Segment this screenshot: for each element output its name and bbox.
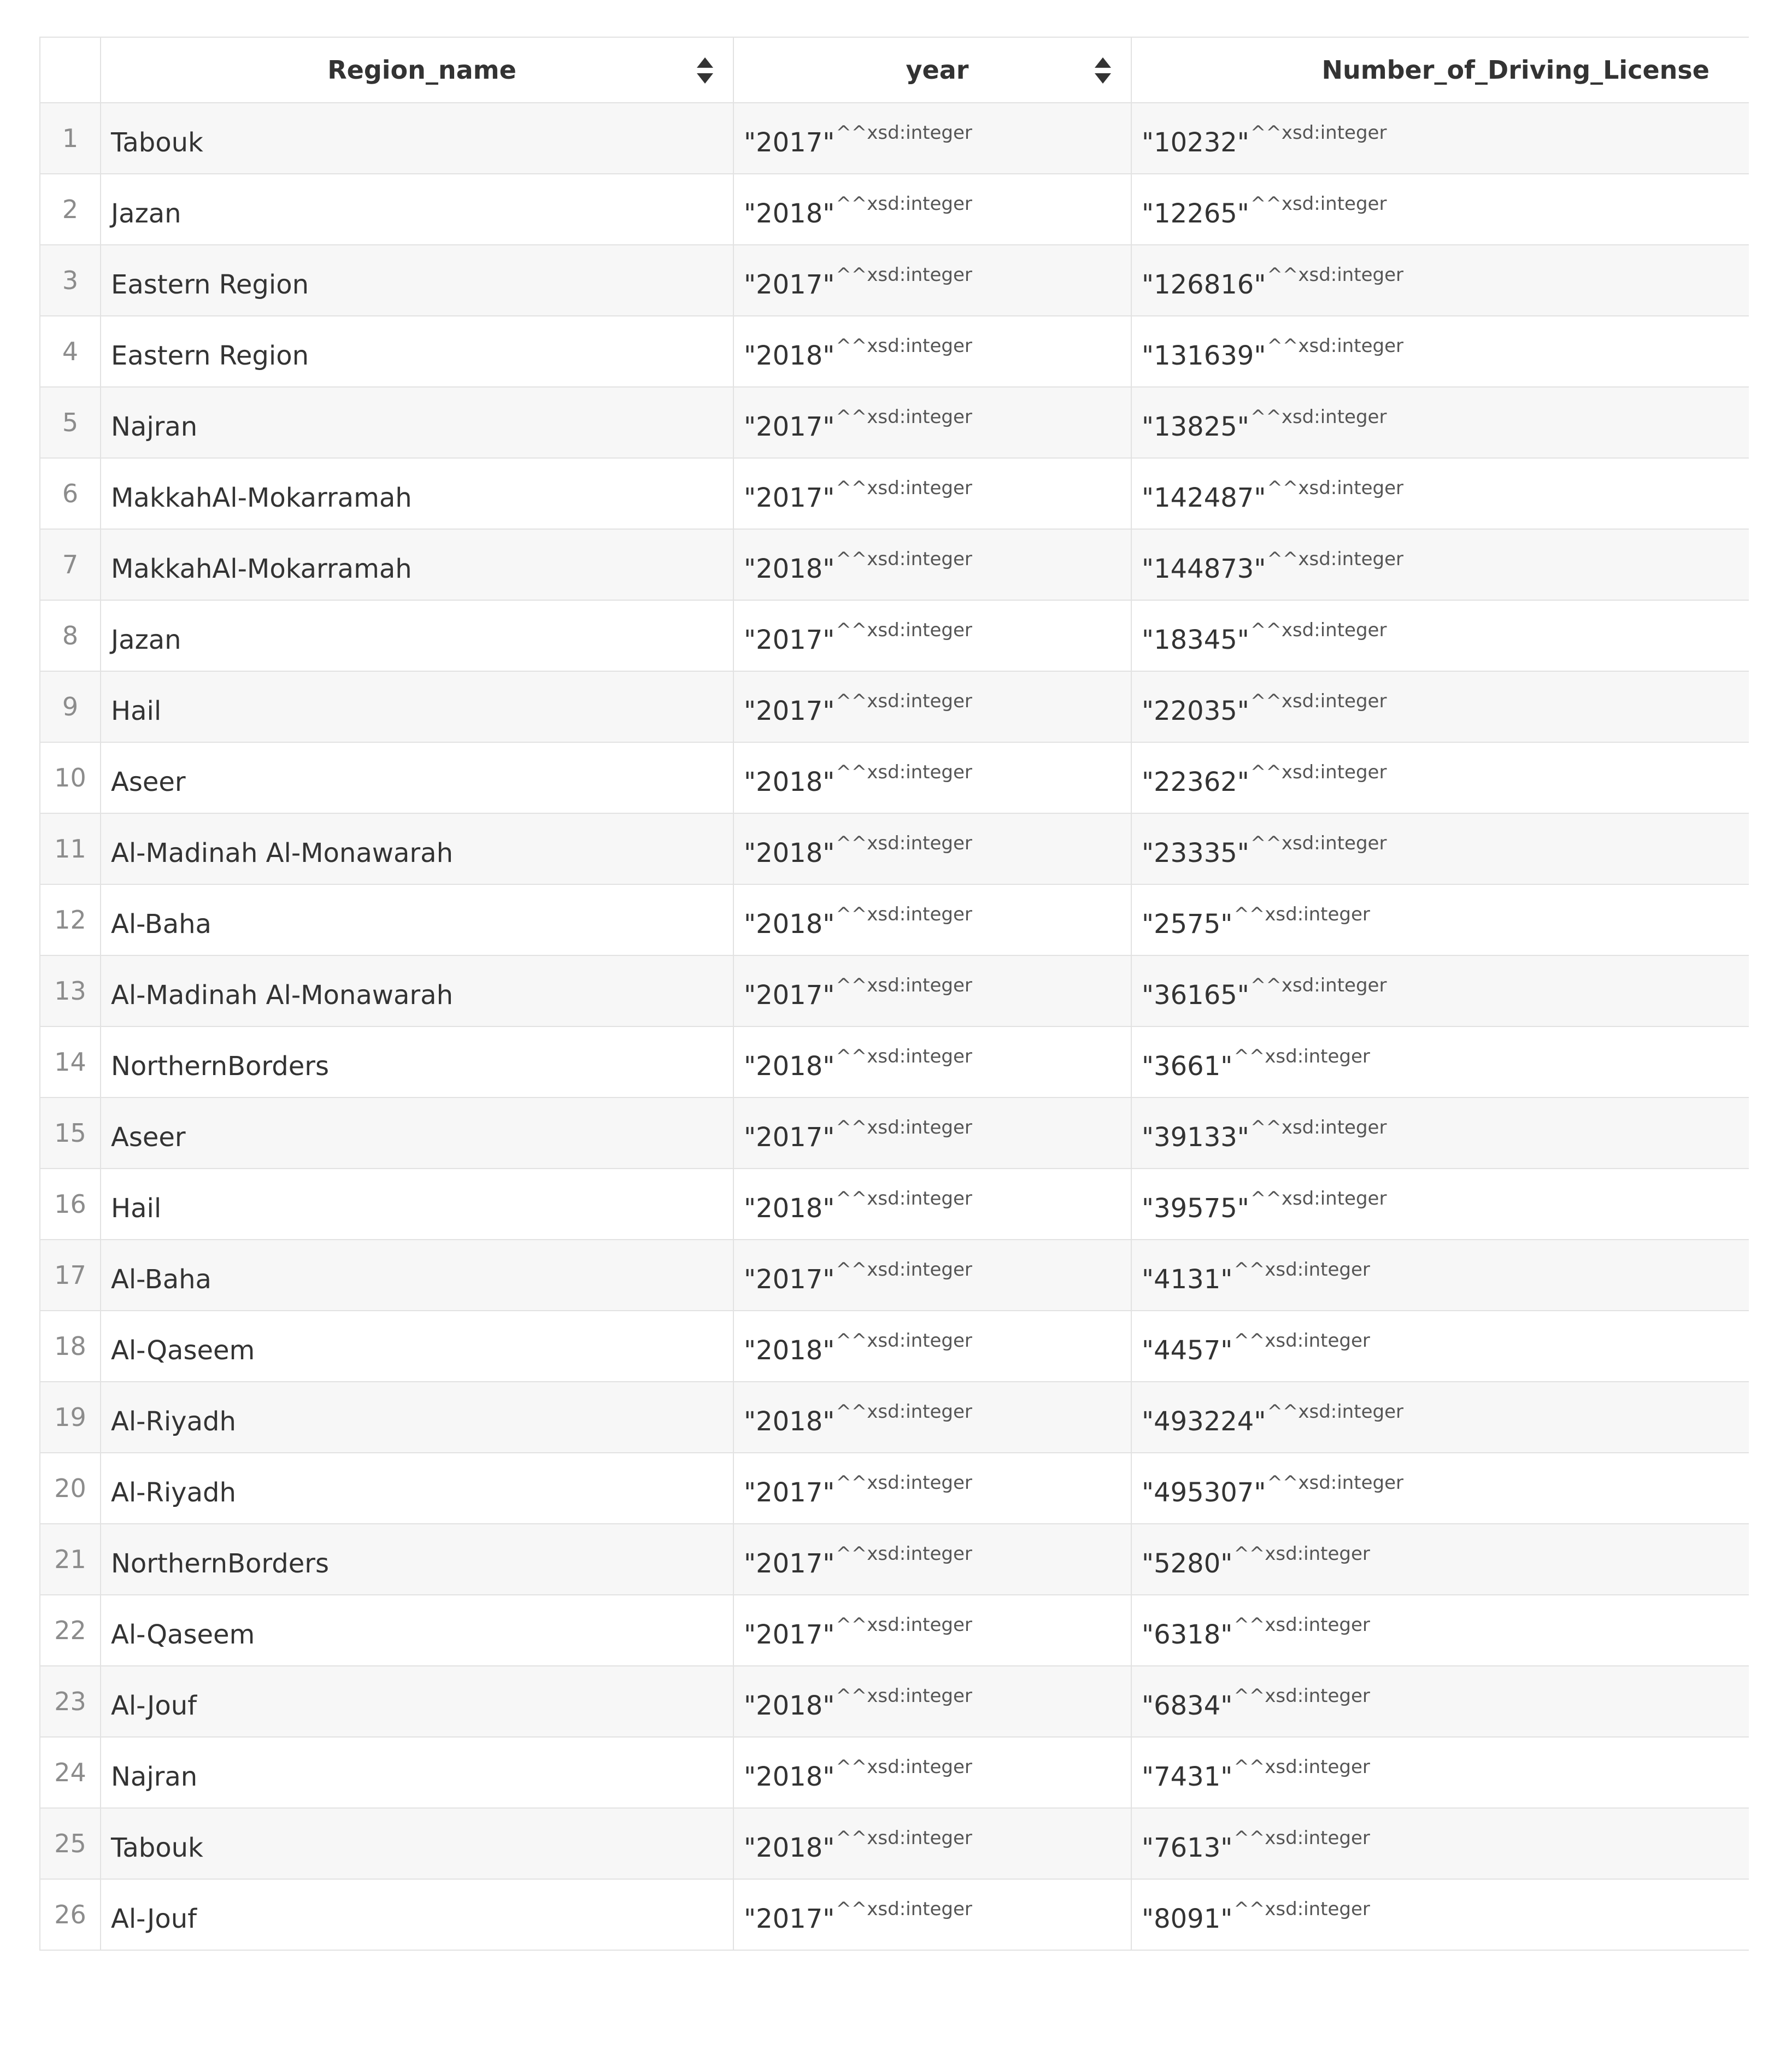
row-number-cell xyxy=(40,530,101,600)
row-number: 11 xyxy=(54,834,86,864)
datatype-label: ^^xsd:integer xyxy=(836,122,972,144)
year-cell xyxy=(734,103,1132,173)
driving-license-count-cell xyxy=(1132,1240,1748,1310)
year-cell xyxy=(734,601,1132,671)
row-number-cell xyxy=(40,1240,101,1310)
year-cell xyxy=(734,174,1132,244)
datatype-label: ^^xsd:integer xyxy=(836,1614,972,1636)
row-number-cell xyxy=(40,1880,101,1950)
row-number: 26 xyxy=(54,1900,86,1929)
datatype-label: ^^xsd:integer xyxy=(1233,1330,1370,1352)
datatype-label: ^^xsd:integer xyxy=(1250,122,1387,144)
year-value: "2017" xyxy=(744,1904,835,1934)
year-value: "2018" xyxy=(744,1193,835,1224)
row-number: 12 xyxy=(54,905,86,935)
sort-icon[interactable] xyxy=(697,57,713,84)
driving-license-count-cell xyxy=(1132,1738,1748,1807)
year-cell xyxy=(734,316,1132,386)
region-name-cell xyxy=(101,743,734,813)
table-row xyxy=(40,103,1749,174)
driving-license-count-cell xyxy=(1132,1027,1748,1097)
year-value: "2017" xyxy=(744,625,835,655)
year-value: "2017" xyxy=(744,696,835,726)
year-value: "2017" xyxy=(744,1548,835,1579)
datatype-label: ^^xsd:integer xyxy=(1233,1259,1370,1281)
driving-license-count-value: "39575" xyxy=(1142,1193,1249,1224)
datatype-label: ^^xsd:integer xyxy=(836,690,972,712)
table-row xyxy=(40,1382,1749,1453)
row-number-cell xyxy=(40,1809,101,1879)
table-row xyxy=(40,245,1749,316)
region-name-value: Aseer xyxy=(111,1122,186,1153)
year-value: "2017" xyxy=(744,1619,835,1650)
row-number: 18 xyxy=(54,1331,86,1361)
region-name-cell xyxy=(101,1595,734,1665)
sort-icon[interactable] xyxy=(1095,57,1111,84)
datatype-label: ^^xsd:integer xyxy=(1233,1898,1370,1920)
row-number-cell xyxy=(40,1453,101,1523)
table-row xyxy=(40,1595,1749,1666)
row-number-cell xyxy=(40,459,101,529)
table-row xyxy=(40,601,1749,672)
table-row xyxy=(40,530,1749,601)
driving-license-count-cell xyxy=(1132,1382,1748,1452)
year-cell xyxy=(734,1524,1132,1594)
row-number-cell xyxy=(40,1666,101,1736)
region-name-value: Jazan xyxy=(111,625,181,655)
driving-license-count-value: "18345" xyxy=(1142,625,1249,655)
driving-license-count-value: "23335" xyxy=(1142,838,1249,868)
row-number-cell xyxy=(40,103,101,173)
year-cell xyxy=(734,1595,1132,1665)
datatype-label: ^^xsd:integer xyxy=(836,1046,972,1067)
driving-license-count-value: "126816" xyxy=(1142,269,1266,300)
datatype-label: ^^xsd:integer xyxy=(836,548,972,570)
year-value: "2018" xyxy=(744,198,835,229)
region-name-value: Al-Madinah Al-Monawarah xyxy=(111,980,453,1011)
datatype-label: ^^xsd:integer xyxy=(1267,1472,1403,1494)
driving-license-count-cell xyxy=(1132,103,1748,173)
datatype-label: ^^xsd:integer xyxy=(1250,761,1387,783)
datatype-label: ^^xsd:integer xyxy=(836,406,972,428)
table-row xyxy=(40,1098,1749,1169)
region-name-cell xyxy=(101,1098,734,1168)
region-name-value: Al-Jouf xyxy=(111,1691,197,1721)
row-number: 9 xyxy=(62,692,79,721)
table-row xyxy=(40,672,1749,743)
column-header-label: Number_of_Driving_License xyxy=(1321,55,1709,85)
table-row xyxy=(40,1524,1749,1595)
row-number: 13 xyxy=(54,976,86,1006)
datatype-label: ^^xsd:integer xyxy=(1233,1756,1370,1778)
region-name-cell xyxy=(101,1311,734,1381)
year-cell xyxy=(734,1666,1132,1736)
table-row xyxy=(40,174,1749,245)
region-name-value: Eastern Region xyxy=(111,269,309,300)
region-name-value: Al-Madinah Al-Monawarah xyxy=(111,838,453,868)
column-header-region-name[interactable] xyxy=(101,38,734,102)
table-row xyxy=(40,1738,1749,1809)
table-row xyxy=(40,316,1749,388)
table-row xyxy=(40,1027,1749,1098)
column-header-label: year xyxy=(906,55,969,85)
datatype-label: ^^xsd:integer xyxy=(836,1827,972,1849)
region-name-cell xyxy=(101,530,734,600)
year-value: "2017" xyxy=(744,1477,835,1508)
year-value: "2018" xyxy=(744,1335,835,1366)
year-value: "2018" xyxy=(744,838,835,868)
region-name-cell xyxy=(101,174,734,244)
row-number-cell xyxy=(40,1524,101,1594)
results-table xyxy=(39,37,1749,1951)
region-name-value: MakkahAl-Mokarramah xyxy=(111,554,412,584)
driving-license-count-cell xyxy=(1132,814,1748,884)
datatype-label: ^^xsd:integer xyxy=(1233,903,1370,925)
year-value: "2017" xyxy=(744,1122,835,1153)
driving-license-count-value: "142487" xyxy=(1142,483,1266,513)
year-cell xyxy=(734,885,1132,955)
driving-license-count-value: "2575" xyxy=(1142,909,1233,940)
driving-license-count-cell xyxy=(1132,174,1748,244)
driving-license-count-value: "144873" xyxy=(1142,554,1266,584)
year-cell xyxy=(734,1453,1132,1523)
year-value: "2018" xyxy=(744,909,835,940)
driving-license-count-cell xyxy=(1132,1311,1748,1381)
table-row xyxy=(40,885,1749,956)
year-value: "2018" xyxy=(744,767,835,797)
datatype-label: ^^xsd:integer xyxy=(836,1188,972,1210)
table-body xyxy=(40,103,1749,1951)
driving-license-count-cell xyxy=(1132,1098,1748,1168)
driving-license-count-cell xyxy=(1132,1809,1748,1879)
region-name-value: Najran xyxy=(111,1762,198,1792)
region-name-cell xyxy=(101,245,734,315)
table-row xyxy=(40,1169,1749,1240)
datatype-label: ^^xsd:integer xyxy=(836,1401,972,1423)
driving-license-count-cell xyxy=(1132,245,1748,315)
datatype-label: ^^xsd:integer xyxy=(1267,477,1403,499)
datatype-label: ^^xsd:integer xyxy=(836,264,972,286)
datatype-label: ^^xsd:integer xyxy=(836,832,972,854)
datatype-label: ^^xsd:integer xyxy=(1233,1685,1370,1707)
year-value: "2017" xyxy=(744,269,835,300)
driving-license-count-cell xyxy=(1132,672,1748,742)
row-number-cell xyxy=(40,814,101,884)
row-number-cell xyxy=(40,1595,101,1665)
row-number-cell xyxy=(40,1098,101,1168)
year-cell xyxy=(734,1738,1132,1807)
driving-license-count-value: "39133" xyxy=(1142,1122,1249,1153)
row-number: 16 xyxy=(54,1189,86,1219)
year-cell xyxy=(734,530,1132,600)
table-header-row xyxy=(40,38,1749,103)
datatype-label: ^^xsd:integer xyxy=(836,1259,972,1281)
year-value: "2017" xyxy=(744,980,835,1011)
region-name-cell xyxy=(101,459,734,529)
year-cell xyxy=(734,1098,1132,1168)
row-number-cell xyxy=(40,174,101,244)
datatype-label: ^^xsd:integer xyxy=(836,1117,972,1138)
table-row xyxy=(40,1240,1749,1311)
table-row xyxy=(40,1453,1749,1524)
region-name-value: Jazan xyxy=(111,198,181,229)
region-name-cell xyxy=(101,1240,734,1310)
region-name-value: Najran xyxy=(111,412,198,442)
table-row xyxy=(40,459,1749,530)
year-value: "2018" xyxy=(744,1833,835,1863)
driving-license-count-cell xyxy=(1132,1524,1748,1594)
driving-license-count-value: "36165" xyxy=(1142,980,1249,1011)
datatype-label: ^^xsd:integer xyxy=(836,1543,972,1565)
driving-license-count-value: "7431" xyxy=(1142,1762,1233,1792)
driving-license-count-cell xyxy=(1132,1595,1748,1665)
year-cell xyxy=(734,956,1132,1026)
table-row xyxy=(40,743,1749,814)
region-name-cell xyxy=(101,388,734,457)
datatype-label: ^^xsd:integer xyxy=(836,193,972,215)
year-value: "2018" xyxy=(744,554,835,584)
row-number: 4 xyxy=(62,337,79,366)
driving-license-count-cell xyxy=(1132,1453,1748,1523)
region-name-value: Aseer xyxy=(111,767,186,797)
region-name-value: Al-Baha xyxy=(111,1264,212,1295)
row-number-cell xyxy=(40,245,101,315)
column-header-number-of-driving-license[interactable] xyxy=(1132,38,1748,102)
region-name-cell xyxy=(101,1738,734,1807)
region-name-cell xyxy=(101,956,734,1026)
region-name-value: NorthernBorders xyxy=(111,1051,330,1082)
year-value: "2017" xyxy=(744,127,835,158)
row-number: 3 xyxy=(62,266,79,295)
region-name-value: Al-Jouf xyxy=(111,1904,197,1934)
datatype-label: ^^xsd:integer xyxy=(836,619,972,641)
datatype-label: ^^xsd:integer xyxy=(1250,832,1387,854)
year-value: "2017" xyxy=(744,1264,835,1295)
driving-license-count-cell xyxy=(1132,1666,1748,1736)
driving-license-count-value: "4457" xyxy=(1142,1335,1233,1366)
driving-license-count-cell xyxy=(1132,530,1748,600)
region-name-value: Tabouk xyxy=(111,1833,203,1863)
row-number-cell xyxy=(40,1169,101,1239)
row-number: 7 xyxy=(62,550,79,579)
region-name-value: Hail xyxy=(111,696,162,726)
row-number-cell xyxy=(40,672,101,742)
region-name-cell xyxy=(101,316,734,386)
region-name-value: Al-Riyadh xyxy=(111,1477,236,1508)
region-name-cell xyxy=(101,103,734,173)
year-cell xyxy=(734,459,1132,529)
datatype-label: ^^xsd:integer xyxy=(1250,406,1387,428)
row-number: 6 xyxy=(62,479,79,508)
row-number: 17 xyxy=(54,1260,86,1290)
year-cell xyxy=(734,388,1132,457)
row-number: 21 xyxy=(54,1545,86,1574)
driving-license-count-value: "5280" xyxy=(1142,1548,1233,1579)
datatype-label: ^^xsd:integer xyxy=(836,975,972,996)
driving-license-count-cell xyxy=(1132,601,1748,671)
column-header-label: Region_name xyxy=(327,55,516,85)
year-cell xyxy=(734,1027,1132,1097)
driving-license-count-value: "493224" xyxy=(1142,1406,1266,1437)
region-name-cell xyxy=(101,1880,734,1950)
table-row xyxy=(40,1809,1749,1880)
region-name-value: Al-Riyadh xyxy=(111,1406,236,1437)
table-row xyxy=(40,956,1749,1027)
year-cell xyxy=(734,1382,1132,1452)
region-name-value: Al-Qaseem xyxy=(111,1335,255,1366)
datatype-label: ^^xsd:integer xyxy=(1250,193,1387,215)
year-cell xyxy=(734,1240,1132,1310)
region-name-cell xyxy=(101,1809,734,1879)
datatype-label: ^^xsd:integer xyxy=(836,1898,972,1920)
year-cell xyxy=(734,1311,1132,1381)
region-name-cell xyxy=(101,885,734,955)
row-number: 22 xyxy=(54,1616,86,1645)
datatype-label: ^^xsd:integer xyxy=(1233,1827,1370,1849)
driving-license-count-cell xyxy=(1132,1169,1748,1239)
driving-license-count-cell xyxy=(1132,956,1748,1026)
year-value: "2017" xyxy=(744,412,835,442)
driving-license-count-value: "22035" xyxy=(1142,696,1249,726)
datatype-label: ^^xsd:integer xyxy=(1233,1614,1370,1636)
driving-license-count-value: "4131" xyxy=(1142,1264,1233,1295)
region-name-value: Al-Baha xyxy=(111,909,212,940)
row-number: 5 xyxy=(62,408,79,437)
datatype-label: ^^xsd:integer xyxy=(836,1330,972,1352)
row-number-cell xyxy=(40,1382,101,1452)
row-number: 2 xyxy=(62,195,79,224)
row-number-header xyxy=(40,38,101,102)
region-name-value: Al-Qaseem xyxy=(111,1619,255,1650)
row-number-cell xyxy=(40,1027,101,1097)
row-number: 1 xyxy=(62,124,79,153)
datatype-label: ^^xsd:integer xyxy=(1267,1401,1403,1423)
year-value: "2018" xyxy=(744,341,835,371)
year-cell xyxy=(734,1880,1132,1950)
datatype-label: ^^xsd:integer xyxy=(836,1472,972,1494)
driving-license-count-value: "7613" xyxy=(1142,1833,1233,1863)
column-header-year[interactable] xyxy=(734,38,1132,102)
region-name-value: NorthernBorders xyxy=(111,1548,330,1579)
driving-license-count-value: "13825" xyxy=(1142,412,1249,442)
region-name-cell xyxy=(101,601,734,671)
row-number: 10 xyxy=(54,763,86,793)
region-name-cell xyxy=(101,814,734,884)
region-name-cell xyxy=(101,1169,734,1239)
driving-license-count-cell xyxy=(1132,459,1748,529)
driving-license-count-value: "10232" xyxy=(1142,127,1249,158)
table-row xyxy=(40,814,1749,885)
datatype-label: ^^xsd:integer xyxy=(1233,1543,1370,1565)
datatype-label: ^^xsd:integer xyxy=(836,903,972,925)
year-value: "2017" xyxy=(744,483,835,513)
datatype-label: ^^xsd:integer xyxy=(1233,1046,1370,1067)
row-number: 24 xyxy=(54,1758,86,1787)
datatype-label: ^^xsd:integer xyxy=(1250,690,1387,712)
year-cell xyxy=(734,672,1132,742)
datatype-label: ^^xsd:integer xyxy=(836,761,972,783)
row-number-cell xyxy=(40,956,101,1026)
region-name-value: Hail xyxy=(111,1193,162,1224)
datatype-label: ^^xsd:integer xyxy=(836,1685,972,1707)
year-value: "2018" xyxy=(744,1691,835,1721)
row-number-cell xyxy=(40,388,101,457)
row-number-cell xyxy=(40,601,101,671)
driving-license-count-value: "131639" xyxy=(1142,341,1266,371)
driving-license-count-cell xyxy=(1132,743,1748,813)
datatype-label: ^^xsd:integer xyxy=(1267,264,1403,286)
row-number: 19 xyxy=(54,1402,86,1432)
region-name-cell xyxy=(101,1027,734,1097)
driving-license-count-value: "8091" xyxy=(1142,1904,1233,1934)
driving-license-count-value: "22362" xyxy=(1142,767,1249,797)
driving-license-count-value: "6834" xyxy=(1142,1691,1233,1721)
driving-license-count-cell xyxy=(1132,885,1748,955)
datatype-label: ^^xsd:integer xyxy=(1267,335,1403,357)
datatype-label: ^^xsd:integer xyxy=(1250,619,1387,641)
row-number-cell xyxy=(40,743,101,813)
datatype-label: ^^xsd:integer xyxy=(1250,1117,1387,1138)
driving-license-count-cell xyxy=(1132,388,1748,457)
year-value: "2018" xyxy=(744,1762,835,1792)
driving-license-count-value: "3661" xyxy=(1142,1051,1233,1082)
row-number: 20 xyxy=(54,1474,86,1503)
datatype-label: ^^xsd:integer xyxy=(836,1756,972,1778)
datatype-label: ^^xsd:integer xyxy=(1250,975,1387,996)
datatype-label: ^^xsd:integer xyxy=(836,335,972,357)
driving-license-count-cell xyxy=(1132,316,1748,386)
driving-license-count-value: "495307" xyxy=(1142,1477,1266,1508)
table-row xyxy=(40,1880,1749,1951)
row-number-cell xyxy=(40,1311,101,1381)
driving-license-count-cell xyxy=(1132,1880,1748,1950)
driving-license-count-value: "12265" xyxy=(1142,198,1249,229)
row-number: 15 xyxy=(54,1118,86,1148)
row-number: 14 xyxy=(54,1047,86,1077)
year-cell xyxy=(734,1809,1132,1879)
year-cell xyxy=(734,743,1132,813)
row-number-cell xyxy=(40,316,101,386)
year-cell xyxy=(734,245,1132,315)
driving-license-count-value: "6318" xyxy=(1142,1619,1233,1650)
region-name-cell xyxy=(101,1453,734,1523)
row-number: 23 xyxy=(54,1687,86,1716)
region-name-cell xyxy=(101,1666,734,1736)
region-name-value: Tabouk xyxy=(111,127,203,158)
year-value: "2018" xyxy=(744,1051,835,1082)
region-name-cell xyxy=(101,672,734,742)
year-cell xyxy=(734,814,1132,884)
table-row xyxy=(40,388,1749,459)
region-name-cell xyxy=(101,1524,734,1594)
row-number-cell xyxy=(40,885,101,955)
row-number-cell xyxy=(40,1738,101,1807)
table-row xyxy=(40,1666,1749,1738)
datatype-label: ^^xsd:integer xyxy=(836,477,972,499)
region-name-cell xyxy=(101,1382,734,1452)
region-name-value: MakkahAl-Mokarramah xyxy=(111,483,412,513)
table-row xyxy=(40,1311,1749,1382)
year-value: "2018" xyxy=(744,1406,835,1437)
datatype-label: ^^xsd:integer xyxy=(1250,1188,1387,1210)
region-name-value: Eastern Region xyxy=(111,341,309,371)
row-number: 25 xyxy=(54,1829,86,1858)
datatype-label: ^^xsd:integer xyxy=(1267,548,1403,570)
row-number: 8 xyxy=(62,621,79,650)
year-cell xyxy=(734,1169,1132,1239)
